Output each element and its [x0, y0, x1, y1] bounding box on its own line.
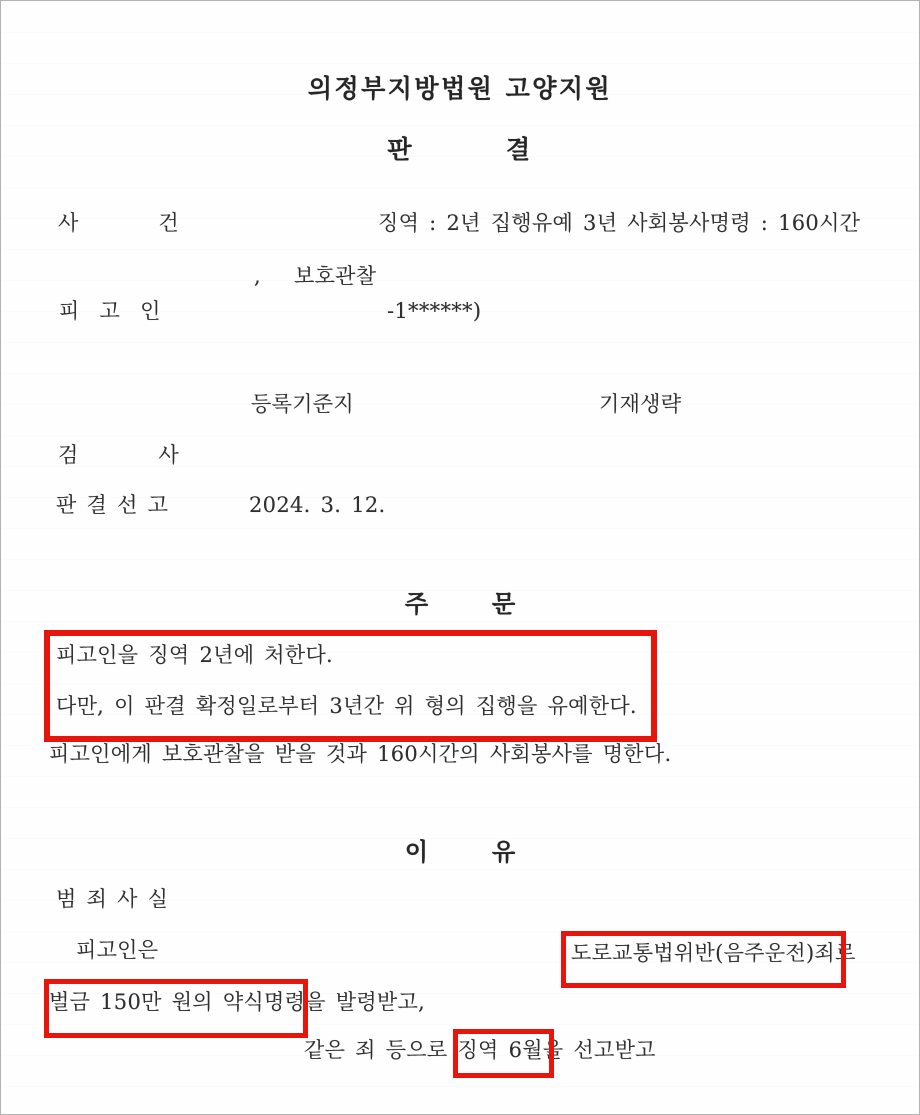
document-title-char-right: 결	[506, 135, 533, 164]
sentencing-label: 판 결 선 고	[56, 493, 169, 517]
court-name-text: 의정부지방법원 고양지원	[307, 74, 613, 103]
offense-highlighted-text: 도로교통법위반(음주운전)죄로	[571, 941, 856, 965]
defendant-intro-text: 피고인은	[76, 938, 159, 962]
prior-sentence-line-text: 같은 죄 등으로 징역 6월을 선고받고	[304, 1038, 656, 1062]
highlight-box-order-lines	[44, 630, 657, 742]
sentencing-date: 2024. 3. 12.	[249, 493, 386, 517]
registered-domicile-value: 기재생략	[599, 392, 682, 416]
court-name	[1, 74, 919, 104]
order-line-3: 피고인에게 보호관찰을 받을 것과 160시간의 사회봉사를 명한다.	[49, 742, 672, 766]
prosecutor-label: 검 사	[58, 443, 179, 467]
order-heading-char-left: 주	[404, 589, 428, 618]
reason-heading-char-right: 유	[492, 837, 516, 866]
crime-facts-label: 범 죄 사 실	[56, 887, 169, 911]
defendant-label: 피 고 인	[59, 299, 161, 323]
reason-heading-char-left: 이	[404, 837, 428, 866]
fine-line-text: 벌금 150만 원의 약식명령을 발령받고,	[49, 990, 426, 1014]
highlight-box-prior-sentence	[453, 1029, 554, 1078]
document-title-char-left: 판	[387, 135, 414, 164]
document-title	[1, 135, 919, 165]
case-value: 징역 : 2년 집행유예 3년 사회봉사명령 : 160시간	[378, 211, 861, 235]
reason-section-heading	[1, 838, 919, 866]
case-label: 사 건	[58, 211, 179, 235]
order-section-heading	[1, 590, 919, 618]
order-heading-char-right: 문	[492, 589, 516, 618]
case-value-continuation: 보호관찰	[294, 264, 377, 288]
registered-domicile-label: 등록기준지	[251, 392, 354, 416]
order-highlighted-line-1: 피고인을 징역 2년에 처한다.	[56, 643, 334, 667]
highlight-box-fine	[44, 979, 308, 1038]
highlight-box-offense	[561, 931, 846, 988]
order-highlighted-line-2: 다만, 이 판결 확정일로부터 3년간 위 형의 집행을 유예한다.	[56, 694, 637, 718]
defendant-value-masked: -1******)	[387, 299, 482, 323]
case-value-comma: ,	[254, 264, 261, 288]
